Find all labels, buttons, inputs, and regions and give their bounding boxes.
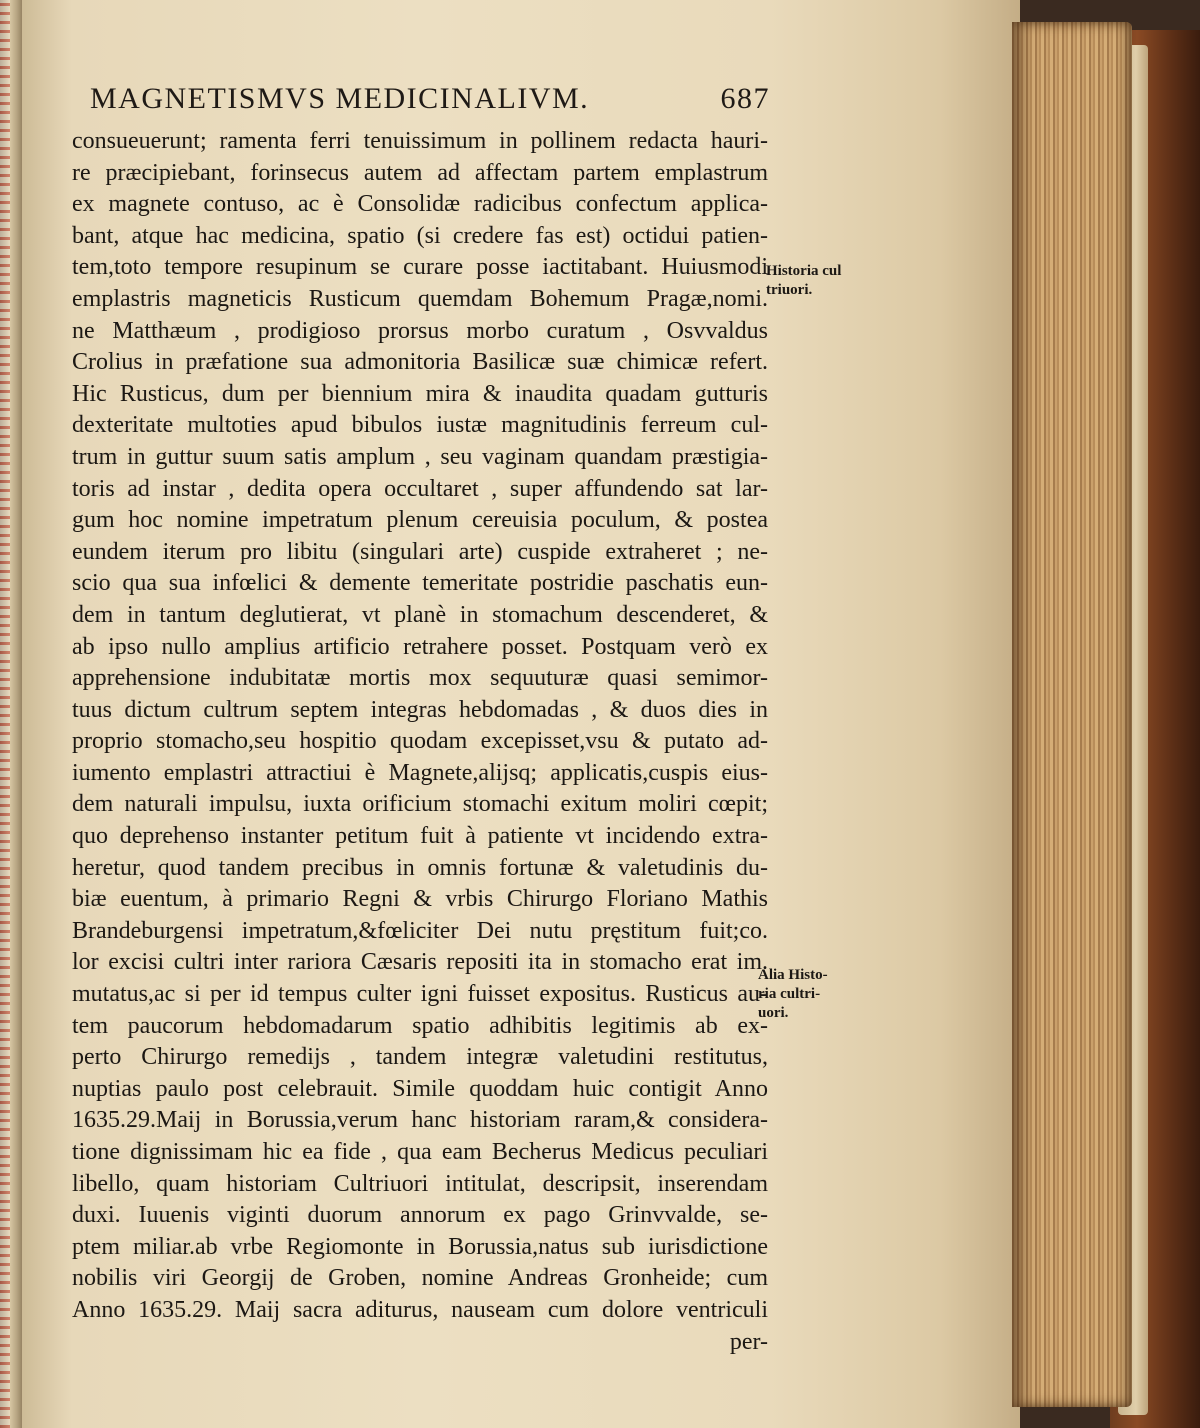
text-line: ne Matthæum , prodigioso prorsus morbo curatum , Osvvaldus: [72, 317, 768, 344]
margin-note-alia-historia: [758, 966, 828, 1023]
margin-note-line: Historia cul: [766, 263, 842, 279]
text-line: bant, atque hac medicina, spatio (si credere fas est) octidui patien-: [72, 222, 768, 249]
text-line: per-: [729, 1328, 768, 1355]
page-number: 687: [720, 82, 770, 115]
text-line: Anno 1635.29. Maij sacra aditurus, nauseam cum dolore ventriculi: [72, 1296, 768, 1323]
text-line: dem in tantum deglutierat, vt planè in stomachum descenderet, &: [72, 601, 768, 628]
text-line: libello, quam historiam Cultriuori intitulat, descripsit, inserendam: [72, 1170, 768, 1197]
text-line: consueuerunt; ramenta ferri tenuissimum in pollinem redacta hauri-: [72, 128, 768, 154]
text-line: nobilis viri Georgij de Groben, nomine Andreas Gronheide; cum: [72, 1265, 768, 1292]
text-line: Brandeburgensi impetratum,&fœliciter Dei nutu pręstitum fuit;co.: [72, 917, 768, 944]
text-line: dem naturali impulsu, iuxta orificium stomachi exitum moliri cœpit;: [72, 791, 768, 818]
text-line: perto Chirurgo remedijs , tandem integræ valetudini restitutus,: [72, 1044, 768, 1071]
text-line: heretur, quod tandem precibus in omnis fortunæ & valetudinis du-: [72, 854, 768, 881]
text-line: mutatus,ac si per id tempus culter igni fuisset expositus. Rusticus au-: [72, 981, 768, 1008]
text-line: ab ipso nullo amplius artificio retrahere posset. Postquam verò ex: [72, 633, 768, 660]
text-line: ex magnete contuso, ac è Consolidæ radicibus confectum applica-: [72, 191, 768, 218]
margin-note-line: ria cultri-: [758, 986, 821, 1002]
text-line: duxi. Iuuenis viginti duorum annorum ex pago Grinvvalde, se-: [72, 1202, 768, 1229]
text-line: scio qua sua infœlici & demente temeritate postridie paschatis eun-: [72, 570, 768, 597]
text-line: ptem miliar.ab vrbe Regiomonte in Borussia,natus sub iurisdictione: [72, 1233, 768, 1260]
text-line: dexteritate multoties apud bibulos iustæ magnitudinis ferreum cul-: [72, 412, 768, 439]
text-line: quo deprehenso instanter petitum fuit à patiente vt incidendo extra-: [72, 823, 768, 850]
margin-note-line: Alia Histo-: [758, 967, 828, 983]
text-line: gum hoc nomine impetratum plenum cereuisia poculum, & postea: [72, 507, 768, 534]
text-line: iumento emplastri attractiui è Magnete,alijsq; applicatis,cuspis eius-: [72, 759, 768, 786]
page-fore-edge: [1012, 22, 1132, 1407]
text-line: trum in guttur suum satis amplum , seu vaginam quandam præstigia-: [72, 443, 768, 470]
text-line: apprehensione indubitatæ mortis mox sequuturæ quasi semimor-: [72, 665, 768, 692]
text-line: Crolius in præfatione sua admonitoria Basilicæ suæ chimicæ refert.: [72, 349, 768, 376]
red-edge-marking: [0, 0, 10, 1428]
text-line: eundem iterum pro libitu (singulari arte) cuspide extraheret ; ne-: [72, 538, 768, 565]
running-head: [90, 82, 770, 122]
text-line: tem,toto tempore resupinum se curare posse iactitabant. Huiusmodi: [72, 254, 768, 281]
margin-note-line: uori.: [758, 1005, 789, 1021]
text-line: lor excisi cultri inter rariora Cæsaris repositi ita in stomacho erat im.: [72, 949, 768, 976]
running-title: MAGNETISMVS MEDICINALIVM.: [90, 82, 590, 115]
text-line: tione dignissimam hic ea fide , qua eam Becherus Medicus peculiari: [72, 1139, 768, 1165]
text-line: emplastris magneticis Rusticum quemdam Bohemum Pragæ,nomi.: [72, 285, 768, 312]
text-line: tuus dictum cultrum septem integras hebdomadas , & duos dies in: [72, 696, 768, 723]
text-line: Hic Rusticus, dum per biennium mira & inaudita quadam gutturis: [72, 380, 768, 407]
body-text: [72, 126, 768, 1358]
text-line: re præcipiebant, forinsecus autem ad affectam partem emplastrum: [72, 159, 768, 186]
margin-note-line: triuori.: [766, 282, 813, 298]
text-line: 1635.29.Maij in Borussia,verum hanc historiam raram,& considera-: [72, 1107, 768, 1134]
text-line: toris ad instar , dedita opera occultaret , super affundendo sat lar-: [72, 475, 768, 502]
text-line: nuptias paulo post celebrauit. Simile quoddam huic contigit Anno: [72, 1075, 768, 1102]
text-line: proprio stomacho,seu hospitio quodam excepisset,vsu & putato ad-: [72, 728, 768, 755]
text-line: biæ euentum, à primario Regni & vrbis Chirurgo Floriano Mathis: [72, 886, 768, 913]
text-line: tem paucorum hebdomadarum spatio adhibitis legitimis ab ex-: [72, 1012, 768, 1039]
margin-note-historia: [766, 262, 841, 300]
